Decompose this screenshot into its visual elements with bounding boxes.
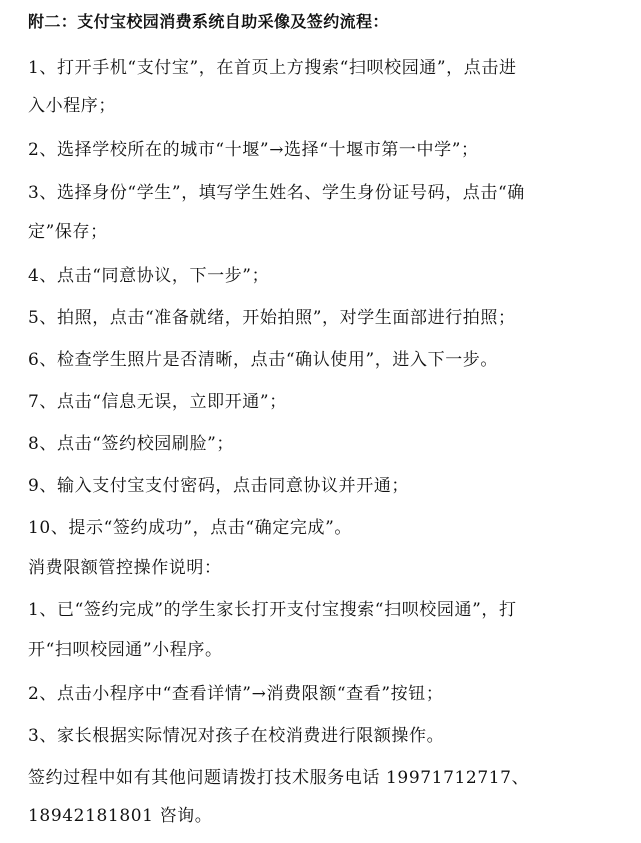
limit-step-2: 2、点击小程序中“查看详情”→消费限额“查看”按钮； (28, 684, 444, 704)
step-1-line-1: 1、打开手机“支付宝”，在首页上方搜索“扫呗校园通”，点击进 (28, 58, 517, 78)
limit-step-1-line-2: 开“扫呗校园通”小程序。 (28, 640, 223, 660)
step-3-line-1: 3、选择身份“学生”，填写学生姓名、学生身份证号码，点击“确 (28, 183, 525, 203)
step-7: 7、点击“信息无误，立即开通”； (28, 392, 287, 412)
step-10: 10、提示“签约成功”，点击“确定完成”。 (28, 518, 352, 538)
limit-step-3: 3、家长根据实际情况对孩子在校消费进行限额操作。 (28, 726, 445, 746)
step-2: 2、选择学校所在的城市“十堰”→选择“十堰市第一中学”； (28, 140, 479, 160)
step-4: 4、点击“同意协议，下一步”； (28, 266, 270, 286)
limit-step-1-line-1: 1、已“签约完成”的学生家长打开支付宝搜索“扫呗校园通”，打 (28, 600, 517, 620)
contact-line-2: 18942181801 咨询。 (28, 806, 213, 826)
contact-line-1: 签约过程中如有其他问题请拨打技术服务电话 19971712717、 (28, 768, 530, 788)
step-3-line-2: 定”保存； (28, 222, 108, 242)
step-8: 8、点击“签约校园刷脸”； (28, 434, 234, 454)
document-title: 附二：支付宝校园消费系统自助采像及签约流程： (28, 12, 389, 31)
step-6: 6、检查学生照片是否清晰，点击“确认使用”，进入下一步。 (28, 350, 498, 370)
step-1-line-2: 入小程序； (28, 96, 116, 116)
limit-heading: 消费限额管控操作说明： (28, 558, 222, 578)
step-5: 5、拍照，点击“准备就绪，开始拍照”，对学生面部进行拍照； (28, 308, 516, 328)
step-9: 9、输入支付宝支付密码，点击同意协议并开通； (28, 476, 410, 496)
